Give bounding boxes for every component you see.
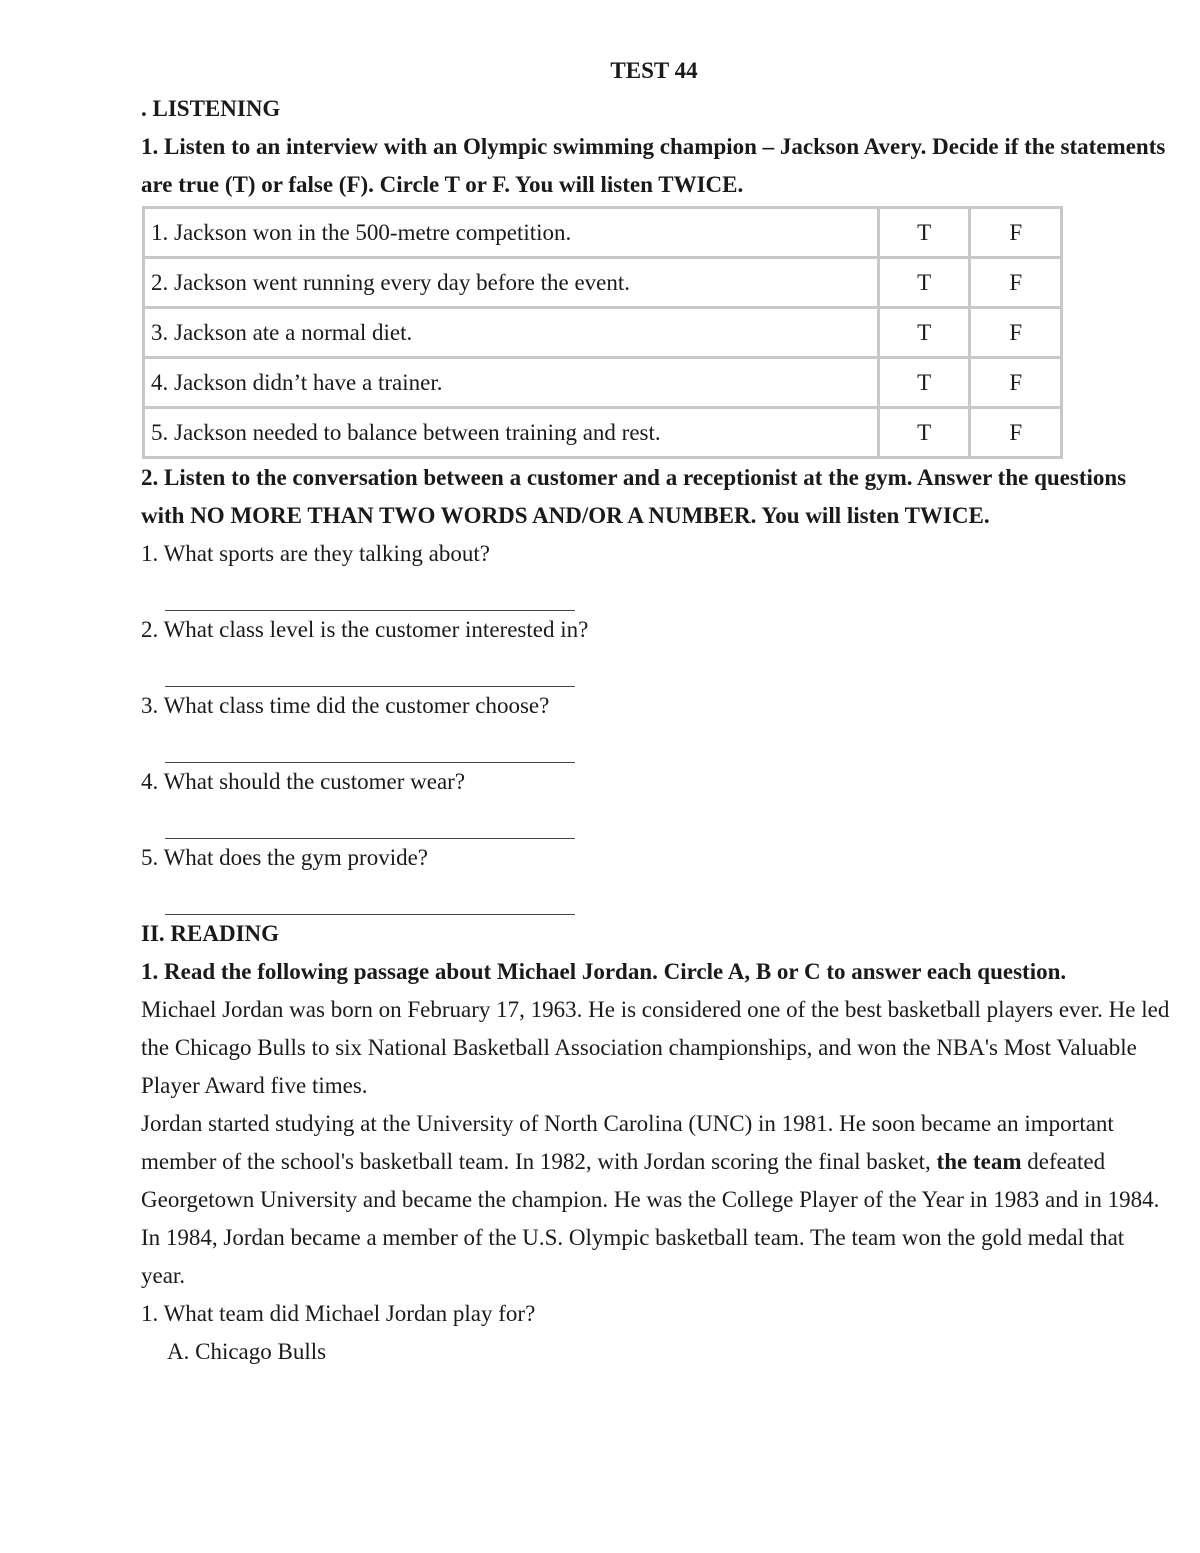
passage-bold-text: the team [936,1149,1022,1174]
statement-cell: 2. Jackson went running every day before the event. [144,258,879,308]
table-row [144,358,1062,408]
listening-question: 5. What does the gym provide? [141,845,429,870]
listening-part1-instruction: 1. Listen to an interview with an Olympic swimming champion – Jackson Avery. Decide if the statements are true (T) or false (F). Circle T or F. You will listen TWICE. [141,134,1166,197]
table-row [144,258,1062,308]
listening-part2-instruction: 2. Listen to the conversation between a customer and a receptionist at the gym. Answer the questions with NO MORE THAN TWO WORDS AND/OR A NUMBER. You will listen TWICE. [141,465,1127,528]
reading-question: 1. What team did Michael Jordan play for? [141,1301,536,1326]
true-option[interactable]: T [878,258,970,308]
answer-line[interactable] [165,573,575,611]
statement-cell: 5. Jackson needed to balance between training and rest. [144,408,879,458]
test-title: TEST 44 [610,58,698,83]
passage-paragraph-1: Michael Jordan was born on February 17, 1963. He is considered one of the best basketball players ever. He led the Chicago Bulls to six National Basketball Association championships, and won the NBA's Most Valuable Player Award five times. [141,997,1170,1098]
reading-part1-instruction: 1. Read the following passage about Michael Jordan. Circle A, B or C to answer each question. [141,959,1067,984]
listening-question: 3. What class time did the customer choose? [141,693,550,718]
answer-line[interactable] [165,877,575,915]
answer-line[interactable] [165,725,575,763]
answer-line[interactable] [165,649,575,687]
answer-option-a[interactable]: A. Chicago Bulls [167,1339,327,1364]
true-option[interactable]: T [878,358,970,408]
false-option[interactable]: F [970,358,1062,408]
true-option[interactable]: T [878,208,970,258]
passage-text: Jordan started studying at the University of North Carolina (UNC) in 1981. He soon became an important member of the school's basketball team. In 1982, with Jordan scoring the final basket, [141,1111,1114,1174]
listening-heading: . LISTENING [141,96,281,121]
table-row [144,208,1062,258]
table-row [144,308,1062,358]
worksheet-content [141,52,1171,1371]
passage-paragraph-3: In 1984, Jordan became a member of the U.S. Olympic basketball team. The team won the gold medal that year. [141,1225,1125,1288]
table-row [144,408,1062,458]
statement-cell: 1. Jackson won in the 500-metre competition. [144,208,879,258]
true-false-table [142,206,1063,459]
true-option[interactable]: T [878,308,970,358]
false-option[interactable]: F [970,208,1062,258]
listening-question: 1. What sports are they talking about? [141,541,490,566]
passage-paragraph-2 [141,1105,1171,1219]
answer-line[interactable] [165,801,575,839]
passage-text: defeated Georgetown University and became the champion. He was the College Player of the Year in 1983 and in 1984. [141,1149,1160,1212]
reading-heading: II. READING [141,921,280,946]
false-option[interactable]: F [970,258,1062,308]
statement-cell: 3. Jackson ate a normal diet. [144,308,879,358]
false-option[interactable]: F [970,308,1062,358]
statement-cell: 4. Jackson didn’t have a trainer. [144,358,879,408]
false-option[interactable]: F [970,408,1062,458]
true-option[interactable]: T [878,408,970,458]
listening-question: 4. What should the customer wear? [141,769,466,794]
listening-question: 2. What class level is the customer interested in? [141,617,589,642]
